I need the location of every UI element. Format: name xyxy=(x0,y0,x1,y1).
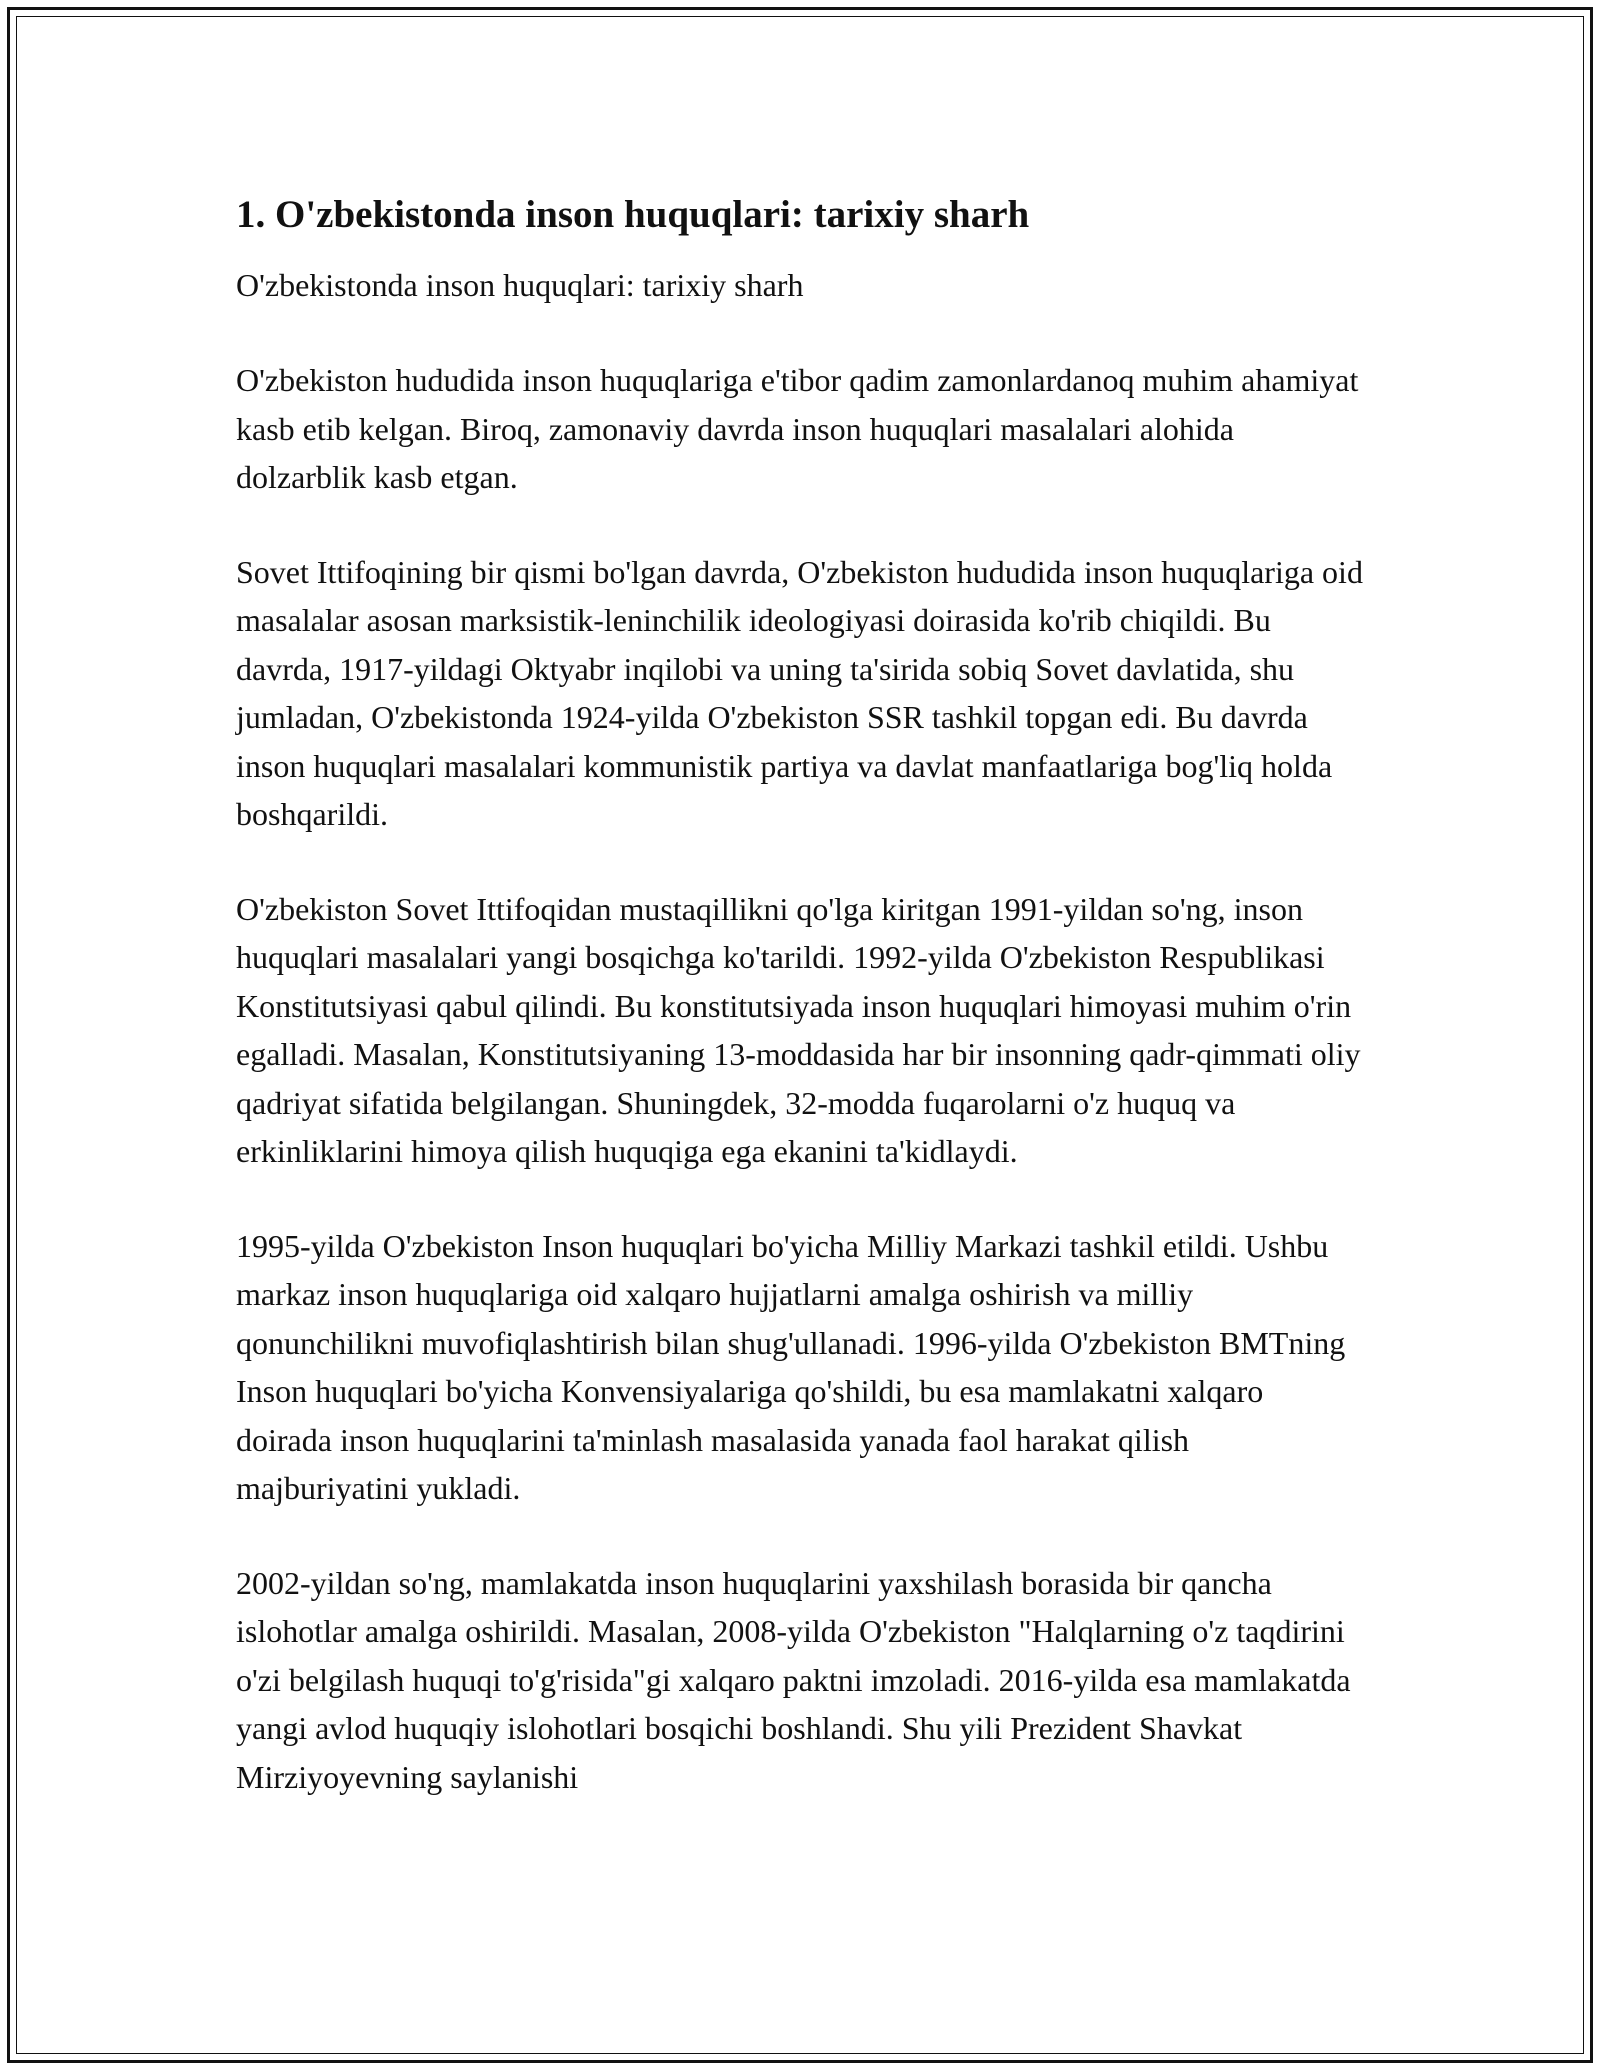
document-body xyxy=(236,186,1366,1801)
section-subtitle: O'zbekistonda inson huquqlari: tarixiy sharh xyxy=(236,267,804,303)
paragraph-2: Sovet Ittifoqining bir qismi bo'lgan davrda, O'zbekiston hududida inson huquqlariga oid masalalar asosan marksistik-leninchilik ideologiyasi doirasida ko'rib chiqildi. Bu davrda, 1917-yildagi Oktyabr inqilobi va uning ta'sirida sobiq Sovet davlatida, shu jumladan, O'zbekistonda 1924-yilda O'zbekiston SSR tashkil topgan edi. Bu davrda inson huquqlari masalalari kommunistik partiya va davlat manfaatlariga bog'liq holda boshqarildi. xyxy=(236,553,1363,832)
paragraph-4: 1995-yilda O'zbekiston Inson huquqlari bo'yicha Milliy Markazi tashkil etildi. Ushbu markaz inson huquqlariga oid xalqaro hujjatlarni amalga oshirish va milliy qonunchilikni muvofiqlashtirish bilan shug'ullanadi. 1996-yilda O'zbekiston BMTning Inson huquqlari bo'yicha Konvensiyalariga qo'shildi, bu esa mamlakatni xalqaro doirada inson huquqlarini ta'minlash masalasida yanada faol harakat qilish majburiyatini yukladi. xyxy=(236,1227,1346,1506)
section-heading: 1. O'zbekistonda inson huquqlari: tarixiy sharh xyxy=(236,193,1030,236)
paragraph-3: O'zbekiston Sovet Ittifoqidan mustaqillikni qo'lga kiritgan 1991-yildan so'ng, inson huquqlari masalalari yangi bosqichga ko'tarildi. 1992-yilda O'zbekiston Respublikasi Konstitutsiyasi qabul qilindi. Bu konstitutsiyada inson huquqlari himoyasi muhim o'rin egalladi. Masalan, Konstitutsiyaning 13-moddasida har bir insonning qadr-qimmati oliy qadriyat sifatida belgilangan. Shuningdek, 32-modda fuqarolarni o'z huquq va erkinliklarini himoya qilish huquqiga ega ekanini ta'kidlaydi. xyxy=(236,890,1361,1169)
paragraph-1: O'zbekiston hududida inson huquqlariga e'tibor qadim zamonlardanoq muhim ahamiyat kasb etib kelgan. Biroq, zamonaviy davrda inson huquqlari masalalari alohida dolzarblik kasb etgan. xyxy=(236,362,1359,495)
paragraph-5: 2002-yildan so'ng, mamlakatda inson huquqlarini yaxshilash borasida bir qancha islohotlar amalga oshirildi. Masalan, 2008-yilda O'zbekiston "Halqlarning o'z taqdirini o'zi belgilash huquqi to'g'risida"gi xalqaro paktni imzoladi. 2016-yilda esa mamlakatda yangi avlod huquqiy islohotlari bosqichi boshlandi. Shu yili Prezident Shavkat Mirziyoyevning saylanishi xyxy=(236,1564,1351,1795)
